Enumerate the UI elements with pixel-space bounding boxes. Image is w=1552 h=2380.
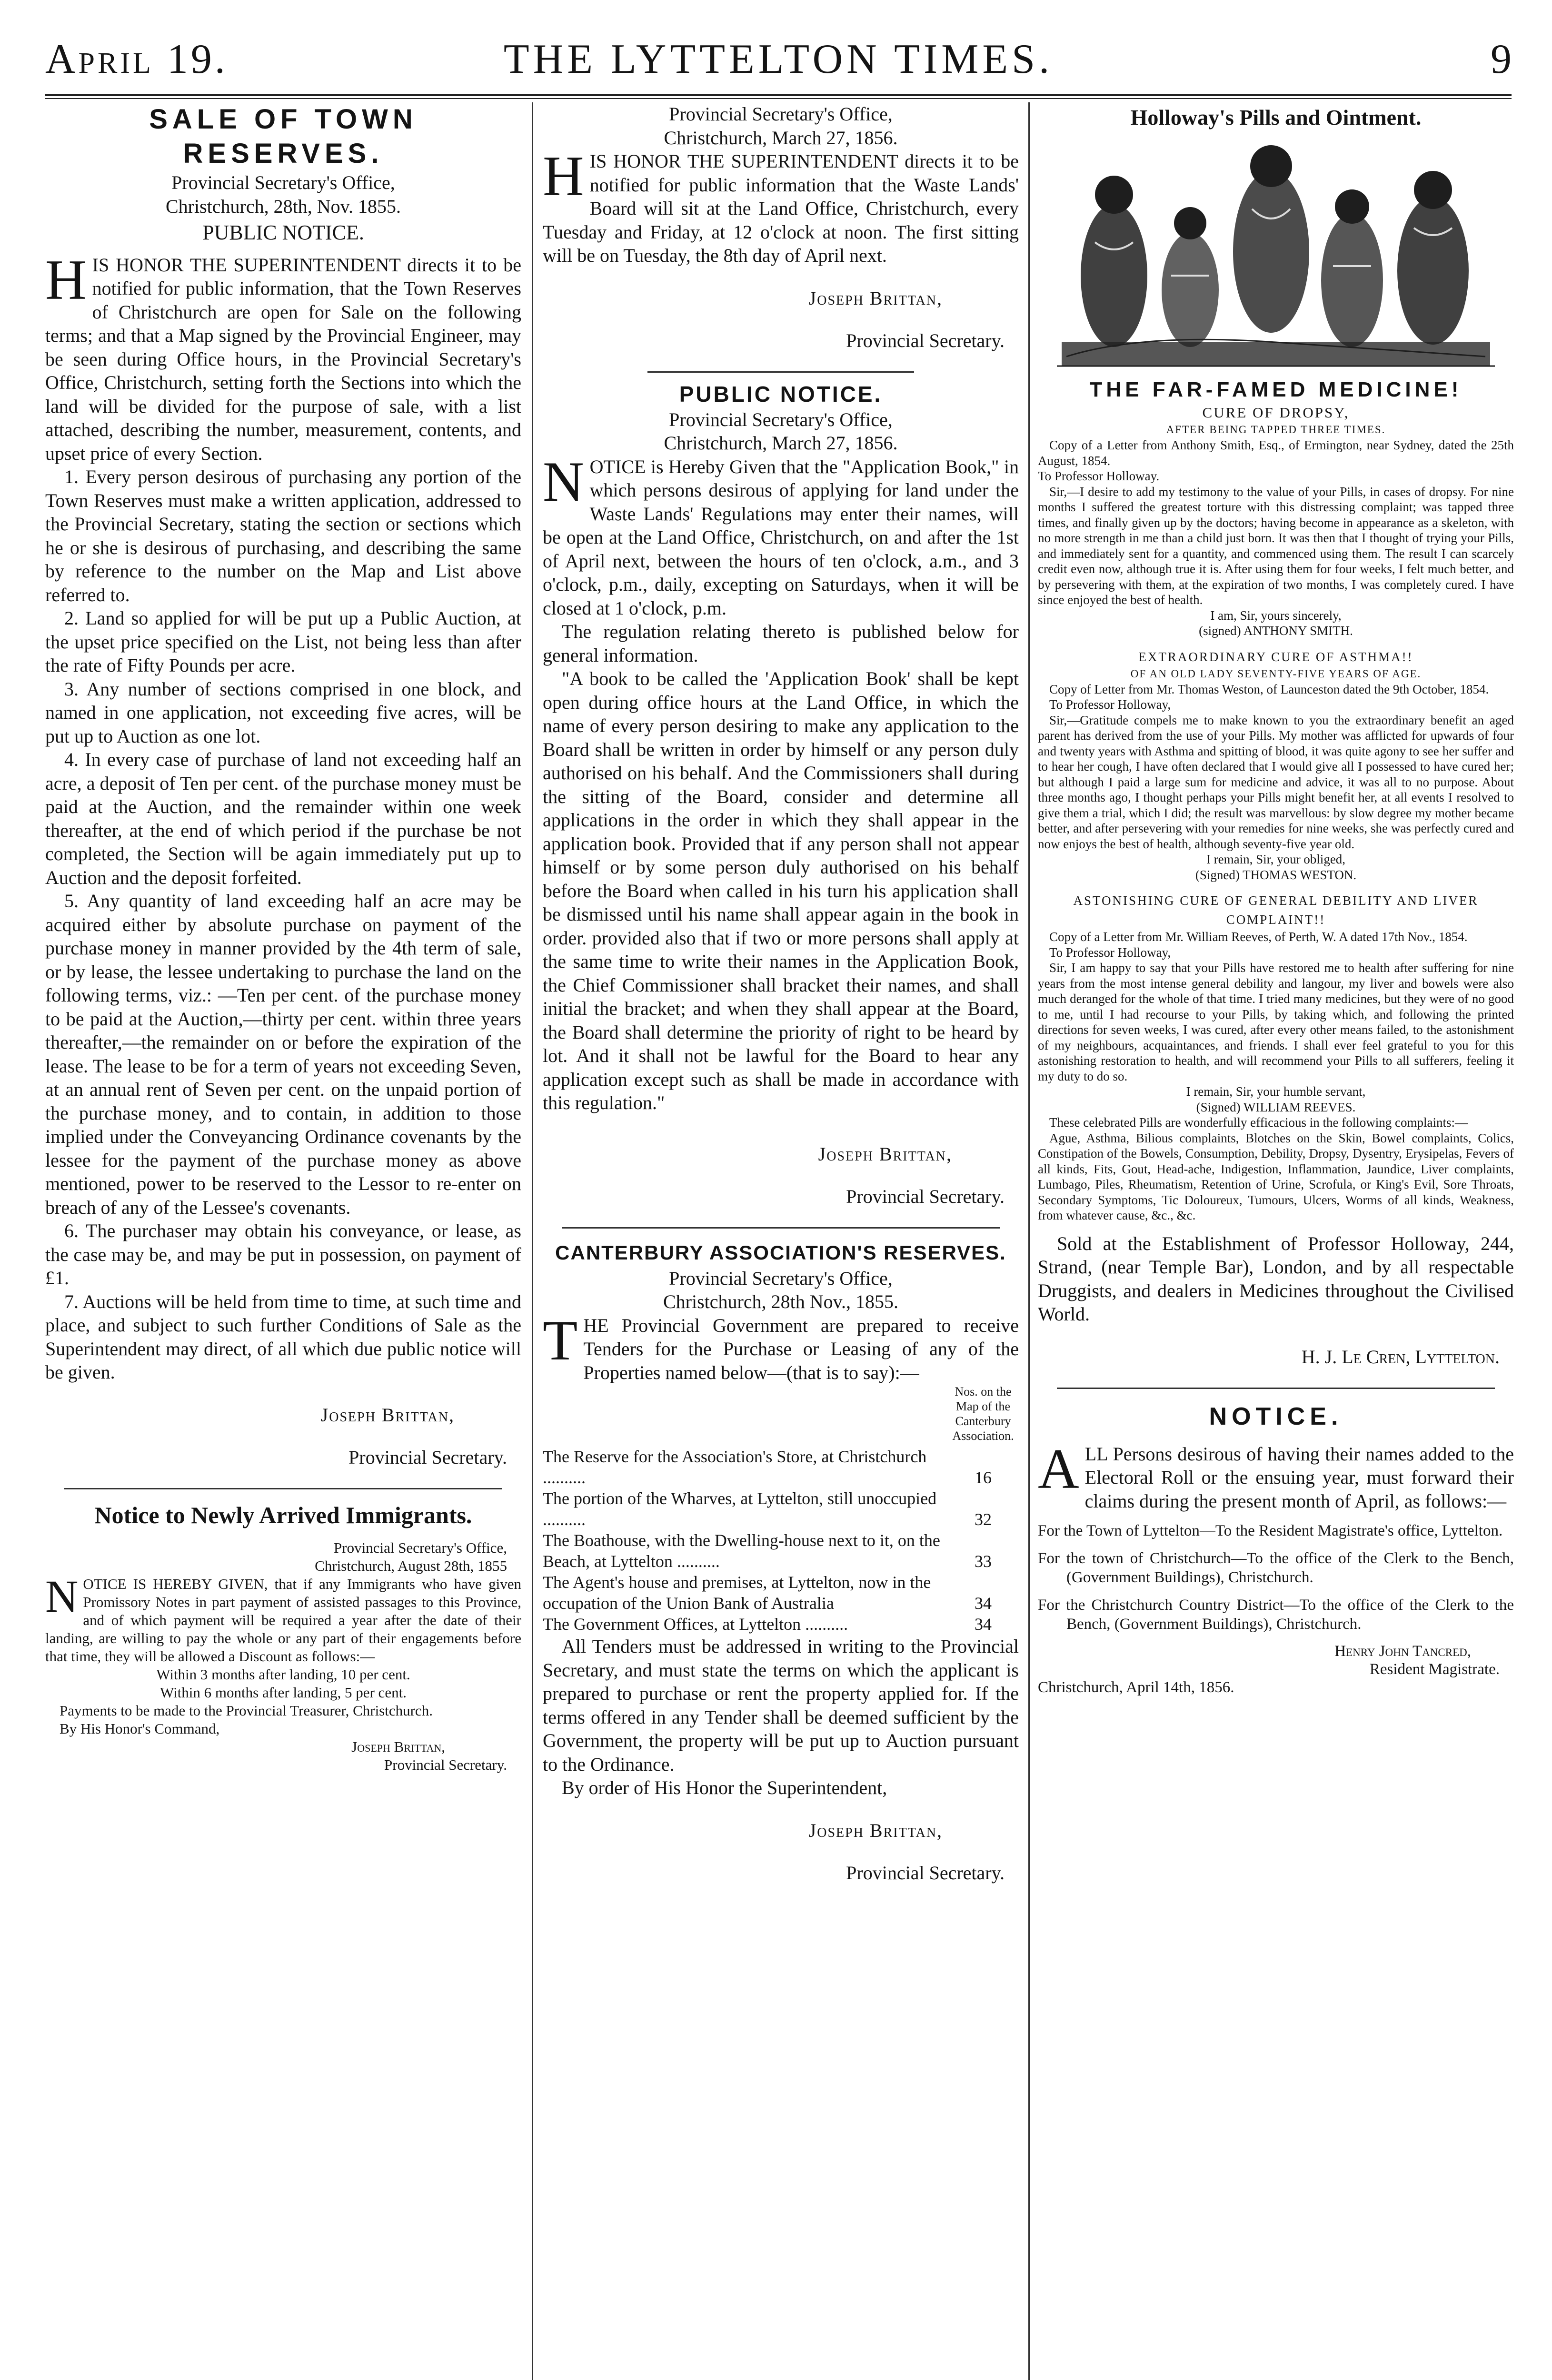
letter-body: Sir,—I desire to add my testimony to the value of your Pills, in cases of dropsy. For nine months I suffered the greatest torture with this distressing complaint; was tapped three times, and finally given up by the doctors; having become in appearance as a skeleton, with no more strength in me than a child just born. It was then that I thought of trying your Pills, and immediately sent for a quantity, and commenced using them. The result I can scarcely credit even now, although true it is. After using them for four weeks, I felt much better, and by persevering with them, at the expiration of two months, I was completely cured. I have since enjoyed the best of health. (1038, 484, 1514, 607)
property-label: The Reserve for the Association's Store, at Christchurch .......... (543, 1447, 927, 1487)
newspaper-title: THE LYTTELTON TIMES. (503, 36, 1054, 82)
notice-term: 3. Any number of sections comprised in one block, and named in one application, not exceeding five acres, will be put up to Auction as one lot. (45, 678, 521, 747)
header-rule (45, 94, 1512, 96)
allegorical-engraving-illustration (1047, 133, 1504, 371)
notice-date: Christchurch, 28th, Nov. 1855. (165, 195, 401, 217)
testimonial-heading: CURE OF DROPSY, (1202, 404, 1350, 421)
property-label: The Government Offices, at Lyttelton .......... (543, 1615, 848, 1634)
notice-date: Christchurch, April 14th, 1856. (1038, 1679, 1234, 1696)
divider (64, 1488, 502, 1489)
notice-body: HE Provincial Government are prepared to receive Tenders for the Purchase or Leasing of any of the Properties named below—(that is to say):— (583, 1314, 1019, 1383)
testimonial-subheading: OF AN OLD LADY SEVENTY-FIVE YEARS OF AGE. (1130, 667, 1422, 680)
signature-name: Henry John Tancred, (1334, 1643, 1471, 1660)
column-2 (543, 102, 1019, 2380)
notice-heading: SALE OF TOWN RESERVES. (149, 104, 418, 169)
map-number: 34 (975, 1594, 992, 1613)
property-list (543, 1446, 1019, 1635)
signature-title: Provincial Secretary. (384, 1756, 507, 1773)
list-item (543, 1614, 1019, 1635)
notice-term: 5. Any quantity of land exceeding half an acre may be acquired either by absolute purchase on payment of the purchase money in manner provided by the 4th term of sale, or by lease, the lessee undertaking to purchase the land on the following terms, viz.: —Ten per cent. of the purchase money to be paid at the Auction,—thirty per cent. within three years thereafter,—the remainder on or before the expiration of the lease. The lease to be for a term of years not exceeding Seven, at an annual rent of Seven per cent. on the unpaid portion of the purchase money, and to contain, in addition to those implied under the Conveyancing Ordinance covenants by the lessee for the payment of the purchase money as above mentioned, power to be reserved to the Lessor to re-enter on breach of any of the Lessee's covenants. (45, 890, 521, 1218)
column-1 (45, 102, 521, 2380)
drop-cap: N (543, 449, 584, 513)
divider (1057, 1388, 1495, 1389)
advert-agent: H. J. Le Cren, Lyttelton. (1301, 1346, 1500, 1368)
letter-body: Sir,—Gratitude compels me to make known to you the extraordinary benefit an aged parent has derived from the use of your Pills. My mother was afflicted for upwards of four and twenty years with Asthma and spitting of blood, it was quite agony to see her suffer and to hear her cough, I have often declared that I would give all I possessed to have cured her; but although I paid a large sum for medicine and advice, it was all to no purpose. About three months ago, I thought perhaps your Pills might benefit her, at all events I resolved to give them a trial, which I did; the result was marvellous: by slow degree my mother became better, and after persevering with your remedies for nine weeks, she was perfectly cured and now enjoys the best of health, although seventy-five year old. (1038, 713, 1514, 851)
signature-name: Joseph Brittan, (818, 1143, 952, 1165)
signature-title: Provincial Secretary. (846, 329, 1005, 351)
notice-office: Provincial Secretary's Office, (669, 103, 893, 125)
letter-close: I remain, Sir, your obliged, (1206, 852, 1346, 866)
complaints-intro: These celebrated Pills are wonderfully efficacious in the following complaints:— (1049, 1115, 1468, 1130)
letter-intro: Copy of a Letter from Anthony Smith, Esq., of Ermington, near Sydney, dated the 25th August, 1854. (1038, 438, 1514, 468)
notice-date: Christchurch, August 28th, 1855 (315, 1557, 507, 1574)
notice-body-2: All Tenders must be addressed in writing to the Provincial Secretary, and must state the terms on which the applicant is prepared to purchase or rent the property applied for. If the terms offered in any Tender shall be deemed sufficient by the Government, the property will be put up to Auction pursuant to the Ordinance. (543, 1636, 1019, 1775)
drop-cap: N (45, 1570, 79, 1622)
property-label: The Boathouse, with the Dwelling-house next to it, on the Beach, at Lyttelton .......... (543, 1531, 940, 1571)
map-number: 33 (975, 1552, 992, 1571)
signature-title: Provincial Secretary. (348, 1446, 507, 1468)
notice-body: LL Persons desirous of having their names added to the Electoral Roll or the ensuing year, must forward their claims during the present month of April, as follows:— (1084, 1443, 1514, 1512)
notice-heading: PUBLIC NOTICE. (679, 381, 883, 407)
letter-signature: (Signed) WILLIAM REEVES. (1196, 1100, 1356, 1114)
testimonial-subheading: AFTER BEING TAPPED THREE TIMES. (1166, 424, 1386, 436)
notice-body: IS HONOR THE SUPERINTENDENT directs it to be notified for public information that the Waste Lands' Board will sit at the Land Office, Christchurch, every Tuesday and Friday, at 12 o'clock at noon. The first sitting will be on Tuesday, the 8th day of April next. (543, 150, 1019, 266)
divider (647, 371, 914, 373)
notice-subheading: PUBLIC NOTICE. (202, 221, 364, 244)
letter-signature: (signed) ANTHONY SMITH. (1199, 624, 1353, 638)
immigrants-notice (45, 1500, 521, 1774)
letter-close: I remain, Sir, your humble servant, (1186, 1084, 1366, 1099)
list-item (543, 1530, 1019, 1572)
testimonial-heading: EXTRAORDINARY CURE OF ASTHMA!! (1138, 649, 1413, 664)
list-item (543, 1446, 1019, 1488)
notice-office: Provincial Secretary's Office, (669, 408, 893, 430)
notice-term: 4. In every case of purchase of land not exceeding half an acre, a deposit of Ten per cent. of the purchase money must be paid at the Auction, and the remainder within one week thereafter, at the end of which period if the purchase be not completed, the Section will be again immediately put up to Auction and the deposit forfeited. (45, 749, 521, 888)
notice-command: By His Honor's Command, (60, 1720, 220, 1737)
letter-salutation: To Professor Holloway, (1049, 697, 1171, 712)
advert-tagline: THE FAR-FAMED MEDICINE! (1089, 378, 1462, 401)
page-header (45, 33, 1512, 90)
signature-name: Joseph Brittan, (808, 287, 943, 309)
notice-date: Christchurch, March 27, 1856. (664, 127, 898, 149)
signature-name: Joseph Brittan, (320, 1404, 455, 1426)
letter-intro: Copy of Letter from Mr. Thomas Weston, of Launceston dated the 9th October, 1854. (1049, 682, 1489, 696)
column-divider (1028, 102, 1030, 2380)
electoral-roll-notice (1038, 1399, 1514, 1697)
signature-title: Provincial Secretary. (846, 1185, 1005, 1207)
signature-name: Joseph Brittan, (351, 1738, 445, 1755)
notice-term: 7. Auctions will be held from time to time, at such time and place, and subject to such further Conditions of Sale as the Superintendent may direct, of all which due public notice will be given. (45, 1290, 521, 1383)
drop-cap: A (1038, 1437, 1079, 1500)
drop-cap: H (45, 248, 87, 311)
notice-body: OTICE is Hereby Given that the "Application Book," in which persons desirous of applying for land under the Waste Lands' Regulations may enter their names, will be open at the Land Office, Christchurch, on and after the 1st of April next, between the hours of ten o'clock, a.m., and 3 o'clock, p.m., daily, excepting on Saturdays, when it will be closed at 1 o'clock, p.m. (543, 456, 1019, 619)
notice-payments: Payments to be made to the Provincial Treasurer, Christchurch. (60, 1702, 433, 1719)
map-number: 32 (975, 1510, 992, 1529)
letter-close: I am, Sir, yours sincerely, (1210, 608, 1342, 623)
sale-of-town-reserves-notice (45, 102, 521, 1469)
notice-office: Provincial Secretary's Office, (669, 1267, 893, 1289)
letter-intro: Copy of a Letter from Mr. William Reeves, of Perth, W. A dated 17th Nov., 1854. (1049, 930, 1468, 944)
notice-term: 1. Every person desirous of purchasing any portion of the Town Reserves must make a written application, addressed to the Provincial Secretary, stating the section or sections which he or she is desirous of purchasing, and describing the same by reference to the number on the Map and List above referred to. (45, 466, 521, 605)
letter-salutation: To Professor Holloway. (1038, 469, 1160, 483)
canterbury-association-notice (543, 1239, 1019, 1884)
drop-cap: H (543, 144, 584, 208)
issue-date: April 19. (45, 36, 228, 82)
map-number: 34 (975, 1615, 992, 1634)
notice-item: For the Town of Lyttelton—To the Resident Magistrate's office, Lyttelton. (1038, 1522, 1503, 1539)
notice-date: Christchurch, March 27, 1856. (664, 432, 898, 454)
advert-sold-at: Sold at the Establishment of Professor Holloway, 244, Strand, (near Temple Bar), London, and by all respectable Druggists, and dealers in Medicines throughout the Civilised World. (1038, 1232, 1514, 1325)
list-item (543, 1488, 1019, 1530)
notice-office: Provincial Secretary's Office, (334, 1539, 507, 1556)
notice-date: Christchurch, 28th Nov., 1855. (663, 1291, 899, 1312)
notice-item: For the town of Christchurch—To the office of the Clerk to the Bench, (Government Buildings), Christchurch. (1038, 1550, 1514, 1586)
discount-line: Within 3 months after landing, 10 per cent. (156, 1666, 410, 1683)
notice-term: 2. Land so applied for will be put up a Public Auction, at the upset price specified on the List, not being less than after the rate of Fifty Pounds per acre. (45, 607, 521, 676)
map-numbers-header: Nos. on the Map of the Canterbury Association. (952, 1385, 1014, 1443)
list-item (543, 1572, 1019, 1614)
notice-item: For the Christchurch Country District—To the office of the Clerk to the Bench, (Government Buildings), Christchurch. (1038, 1597, 1514, 1633)
column-3 (1038, 102, 1514, 2380)
letter-signature: (Signed) THOMAS WESTON. (1195, 867, 1357, 882)
notice-intro: IS HONOR THE SUPERINTENDENT directs it to be notified for public information, that the Town Reserves of Christchurch are open for Sale on the following terms; and that a Map signed by the Provincial Engineer, may be seen during Office hours, in the Provincial Secretary's Office, Christchurch, setting forth the Sections into which the land will be divided for the purpose of sale, with a list attached, describing the number, measurement, contents, and upset price of every Section. (45, 254, 521, 464)
map-number: 16 (975, 1468, 992, 1487)
property-label: The Agent's house and premises, at Lyttelton, now in the occupation of the Union Bank of Australia (543, 1573, 931, 1613)
notice-term: 6. The purchaser may obtain his conveyance, or lease, as the case may be, and may be put in possession, on payment of £1. (45, 1220, 521, 1289)
notice-heading: Notice to Newly Arrived Immigrants. (94, 1501, 472, 1528)
testimonial-heading: ASTONISHING CURE OF GENERAL DEBILITY AND LIVER COMPLAINT!! (1073, 893, 1479, 927)
notice-heading: NOTICE. (1209, 1402, 1343, 1430)
notice-office: Provincial Secretary's Office, (171, 172, 395, 193)
waste-lands-board-notice (543, 102, 1019, 352)
signature-name: Joseph Brittan, (808, 1819, 943, 1841)
signature-title: Resident Magistrate. (1369, 1661, 1500, 1678)
property-label: The portion of the Wharves, at Lyttelton, still unoccupied .......... (543, 1489, 937, 1529)
letter-salutation: To Professor Holloway, (1049, 945, 1171, 960)
advert-heading: Holloway's Pills and Ointment. (1130, 105, 1422, 129)
notice-body-2: The regulation relating thereto is published below for general information. (543, 621, 1019, 666)
notice-heading: CANTERBURY ASSOCIATION'S RESERVES. (555, 1241, 1006, 1264)
regulation-text: "A book to be called the 'Application Book' shall be kept open during office hours at the Land Office, in which the name of every person desiring to make any application to the Board shall be written in order by himself or any person duly authorised on his behalf. And the Commissioners shall during the sitting of the Board, consider and determine all applications in the order in which they shall appear in the application book. Provided that if any person shall not appear himself or by some person duly authorised on his behalf before the Board when called in his turn his application shall be dismissed until his name shall appear again in the book in order. provided also that if two or more persons shall apply at the same time to write their names in the Application Book, the Chief Commissioner shall bracket their names, and shall initial the bracket; and when they shall appear at the Board, the Board shall determine the priority of right to be heard by lot. And it shall not be lawful for the Board to hear any application except such as shall be made in accordance with this regulation." (543, 668, 1019, 1113)
page-number: 9 (1491, 36, 1512, 82)
discount-line: Within 6 months after landing, 5 per cent. (160, 1684, 407, 1701)
complaints-list: Ague, Asthma, Bilious complaints, Blotches on the Skin, Bowel complaints, Colics, Constipation of the Bowels, Consumption, Debility, Dropsy, Dysentry, Erysipelas, Fevers of all kinds, Fits, Gout, Head-ache, Indigestion, Inflammation, Jaundice, Liver complaints, Lumbago, Piles, Rheumatism, Retention of Urine, Scrofula, or King's Evil, Sore Throats, Secondary Symptoms, Tic Doloureux, Tumours, Ulcers, Worms of all kinds, Weakness, from whatever cause, &c., &c. (1038, 1130, 1514, 1222)
drop-cap: T (543, 1308, 578, 1372)
signature-title: Provincial Secretary. (846, 1862, 1005, 1884)
letter-body: Sir, I am happy to say that your Pills have restored me to health after suffering for nine years from the most intense general debility and langour, my liver and bowels were also much deranged for the whole of that time. I tried many medicines, but they were of no good to me, until I had recourse to your Pills, by taking which, and following the printed directions for seven weeks, I was cured, after every other means failed, to the astonishment of my neighbours, acquaintances, and friends. I shall ever feel grateful to you for this astonishing restoration to health, and will recommend your Pills to all sufferers, feeling it my duty to do so. (1038, 961, 1514, 1083)
application-book-notice (543, 380, 1019, 1208)
header-rule-thin (45, 98, 1512, 99)
notice-command: By order of His Honor the Superintendent, (562, 1777, 887, 1798)
divider (562, 1227, 1000, 1229)
holloway-advertisement (1038, 102, 1514, 1368)
notice-body: OTICE IS HEREBY GIVEN, that if any Immigrants who have given Promissory Notes in part payment of assisted passages to this Province, and of which payment will be required a year after the date of their landing, are willing to pay the whole or any part of their engagements before that time, they will be allowed a Discount as follows:— (45, 1575, 521, 1665)
column-divider (532, 102, 533, 2380)
